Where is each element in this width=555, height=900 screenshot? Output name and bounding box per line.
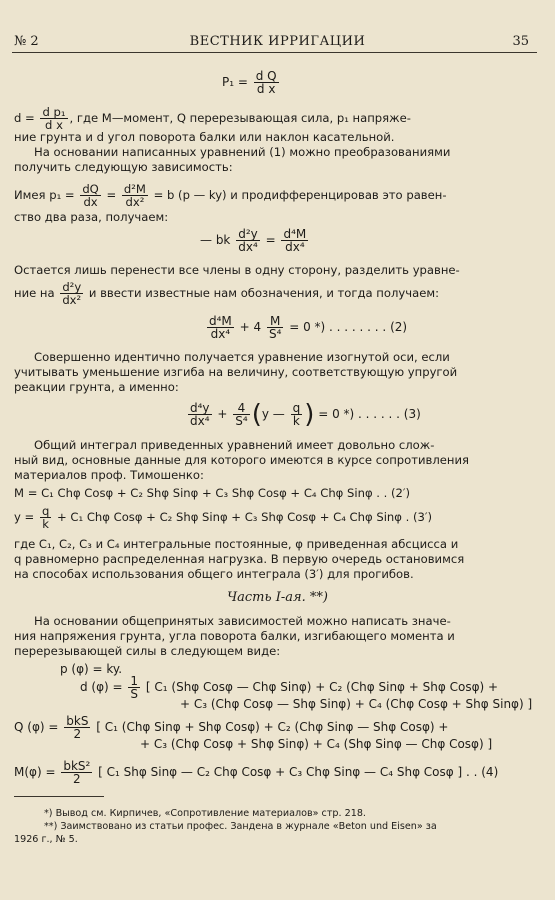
denominator: k bbox=[42, 517, 49, 531]
text-line: на способах использования общего интеграла (3′) для прогибов. bbox=[14, 567, 414, 581]
running-header bbox=[0, 34, 555, 54]
formula-text: ние на bbox=[14, 286, 55, 300]
text-line: На основании написанных уравнений (1) можно преобразованиями bbox=[34, 145, 451, 159]
fraction bbox=[188, 402, 212, 427]
denominator: dx² bbox=[62, 293, 82, 307]
numerator: bkS² bbox=[63, 759, 91, 773]
text-line: где C₁, C₂, C₃ и C₄ интегральные постоянные, φ приведенная абсцисса и bbox=[14, 537, 459, 551]
formula-text: = bbox=[265, 233, 276, 247]
formula-text: = 0 *) . . . . . . (3) bbox=[318, 407, 421, 421]
formula-text: = bbox=[106, 188, 117, 202]
formula-text: M(φ) = bbox=[14, 765, 56, 779]
fraction bbox=[40, 106, 67, 131]
formula-text: [ C₁ Shφ Sinφ — C₂ Chφ Cosφ + C₃ Chφ Sinφ — C₄ Shφ Cosφ ] . . (4) bbox=[98, 765, 499, 779]
formula-text: , где M—момент, Q перерезывающая сила, p₁ напряже- bbox=[69, 111, 411, 125]
fraction bbox=[80, 183, 101, 208]
fraction bbox=[122, 183, 148, 208]
formula-d-line bbox=[14, 106, 534, 131]
numerator: 4 bbox=[233, 402, 249, 415]
text-line: перерезывающей силы в следующем виде: bbox=[14, 644, 281, 658]
numerator: bkS bbox=[66, 714, 89, 728]
fraction bbox=[254, 70, 279, 95]
denominator: dx⁴ bbox=[238, 240, 258, 254]
text-line: q равномерно распределенная нагрузка. В первую очередь остановимся bbox=[14, 552, 465, 566]
numerator: d⁴M bbox=[283, 227, 307, 241]
issue-number: № 2 bbox=[14, 34, 39, 49]
numerator: d⁴M bbox=[209, 314, 232, 328]
formula-text: y — bbox=[261, 407, 285, 421]
text-line: получить следующую зависимость: bbox=[14, 160, 233, 174]
numerator: q bbox=[41, 504, 50, 518]
formula-text: y = bbox=[14, 510, 35, 524]
journal-title: ВЕСТНИК ИРРИГАЦИИ bbox=[189, 34, 366, 49]
text-line: Совершенно идентично получается уравнение изогнутой оси, если bbox=[34, 350, 450, 364]
equation-3-prime bbox=[14, 502, 534, 532]
denominator: d x bbox=[256, 82, 276, 96]
footnote: **) Заимствовано из статьи профес. Зандена в журнале «Beton und Eisen» за bbox=[44, 821, 437, 832]
formula-d-phi-cont: + C₃ (Chφ Cosφ — Shφ Sinφ) + C₄ (Chφ Cosφ + Shφ Sinφ) ] bbox=[180, 697, 533, 711]
denominator: 2 bbox=[73, 772, 81, 786]
formula-m-phi bbox=[14, 757, 498, 787]
text-line: На основании общепринятых зависимостей можно написать значе- bbox=[34, 614, 451, 628]
fraction bbox=[64, 715, 90, 740]
formula-text: = b (p — ky) и продифференцировав это равен- bbox=[153, 188, 447, 202]
formula-bk bbox=[200, 225, 310, 255]
formula-text: + C₁ Chφ Cosφ + C₂ Shφ Sinφ + C₃ Shφ Cosφ + C₄ Chφ Sinφ . (3′) bbox=[57, 510, 433, 524]
numerator: dQ bbox=[82, 182, 99, 196]
fraction bbox=[60, 281, 83, 306]
text-line: Остается лишь перенести все члены в одну сторону, разделить уравне- bbox=[14, 263, 460, 277]
text-line: учитывать уменьшение изгиба на величину, соответствующую упругой bbox=[14, 365, 458, 379]
denominator: S bbox=[130, 687, 139, 701]
denominator: k bbox=[292, 414, 300, 428]
denominator: dx⁴ bbox=[190, 414, 210, 428]
denominator: dx² bbox=[125, 195, 145, 209]
formula-has-line bbox=[14, 180, 534, 210]
denominator: 2 bbox=[73, 727, 82, 741]
numerator: d p₁ bbox=[42, 106, 66, 119]
formula-p-phi: p (φ) = ky. bbox=[60, 662, 123, 676]
text-line: ние грунта и d угол поворота балки или наклон касательной. bbox=[14, 130, 395, 144]
text-line: материалов проф. Тимошенко: bbox=[14, 468, 204, 482]
numerator: d²M bbox=[123, 182, 146, 196]
fraction bbox=[61, 760, 92, 785]
formula-text: d = bbox=[14, 111, 35, 125]
denominator: d x bbox=[45, 118, 63, 131]
header-rule bbox=[12, 52, 537, 53]
formula-text: Имея p₁ = bbox=[14, 188, 75, 202]
fraction bbox=[281, 228, 308, 253]
section-title: Часть I-ая. **) bbox=[227, 590, 328, 605]
text-line: ния напряжения грунта, угла поворота балки, изгибающего момента и bbox=[14, 629, 455, 643]
fraction bbox=[40, 505, 51, 530]
paren-close: ) bbox=[304, 399, 315, 430]
text-line: Общий интеграл приведенных уравнений имеет довольно слож- bbox=[34, 438, 435, 452]
fraction bbox=[207, 315, 234, 340]
denominator: dx bbox=[83, 195, 98, 209]
footnote: 1926 г., № 5. bbox=[14, 834, 78, 845]
formula-text: = 0 *) . . . . . . . . (2) bbox=[289, 320, 408, 334]
denominator: S⁴ bbox=[268, 327, 282, 341]
denominator: S⁴ bbox=[235, 414, 248, 428]
equation-3 bbox=[186, 397, 421, 431]
page-number: 35 bbox=[512, 34, 529, 49]
footnote-rule bbox=[14, 796, 104, 797]
denominator: dx⁴ bbox=[285, 240, 305, 254]
formula-q-phi-cont: + C₃ (Chφ Cosφ + Shφ Sinφ) + C₄ (Shφ Sinφ — Chφ Cosφ) ] bbox=[140, 737, 493, 751]
fraction bbox=[236, 228, 260, 253]
fraction bbox=[291, 402, 303, 427]
formula-text: P₁ = bbox=[222, 75, 248, 89]
numerator: q bbox=[292, 401, 301, 415]
formula-text: и ввести известные нам обозначения, и тогда получаем: bbox=[88, 286, 439, 300]
text-line: реакции грунта, а именно: bbox=[14, 380, 179, 394]
formula-text: [ C₁ (Shφ Cosφ — Chφ Sinφ) + C₂ (Chφ Sinφ + Shφ Cosφ) + bbox=[145, 680, 499, 694]
numerator: d⁴y bbox=[190, 401, 210, 415]
numerator: d²y bbox=[62, 280, 82, 294]
equation-2-prime: M = C₁ Chφ Cosφ + C₂ Shφ Sinφ + C₃ Shφ Cosφ + C₄ Chφ Sinφ . . (2′) bbox=[14, 486, 411, 500]
fraction bbox=[267, 315, 283, 340]
equation-2 bbox=[205, 312, 407, 342]
formula-text: + bbox=[217, 407, 228, 421]
text-line: ный вид, основные данные для которого имеются в курсе сопротивления bbox=[14, 453, 469, 467]
numerator: 1 bbox=[130, 674, 139, 688]
formula-text: + 4 bbox=[239, 320, 262, 334]
fraction bbox=[233, 402, 249, 427]
formula-p1 bbox=[222, 70, 281, 95]
numerator: d Q bbox=[255, 69, 277, 83]
fraction bbox=[128, 675, 140, 700]
text-line: ство два раза, получаем: bbox=[14, 210, 169, 224]
formula-text: Q (φ) = bbox=[14, 720, 59, 734]
formula-text: d (φ) = bbox=[80, 680, 123, 694]
numerator: d²y bbox=[238, 227, 258, 241]
formula-text: — bk bbox=[200, 233, 231, 247]
formula-text: [ C₁ (Chφ Sinφ + Shφ Cosφ) + C₂ (Chφ Sinφ — Shφ Cosφ) + bbox=[96, 720, 449, 734]
paren-open: ( bbox=[251, 399, 262, 430]
denominator: dx⁴ bbox=[210, 327, 231, 341]
formula-divide-line bbox=[14, 278, 534, 308]
footnote: *) Вывод см. Кирпичев, «Сопротивление материалов» стр. 218. bbox=[44, 808, 366, 819]
numerator: M bbox=[267, 315, 283, 328]
